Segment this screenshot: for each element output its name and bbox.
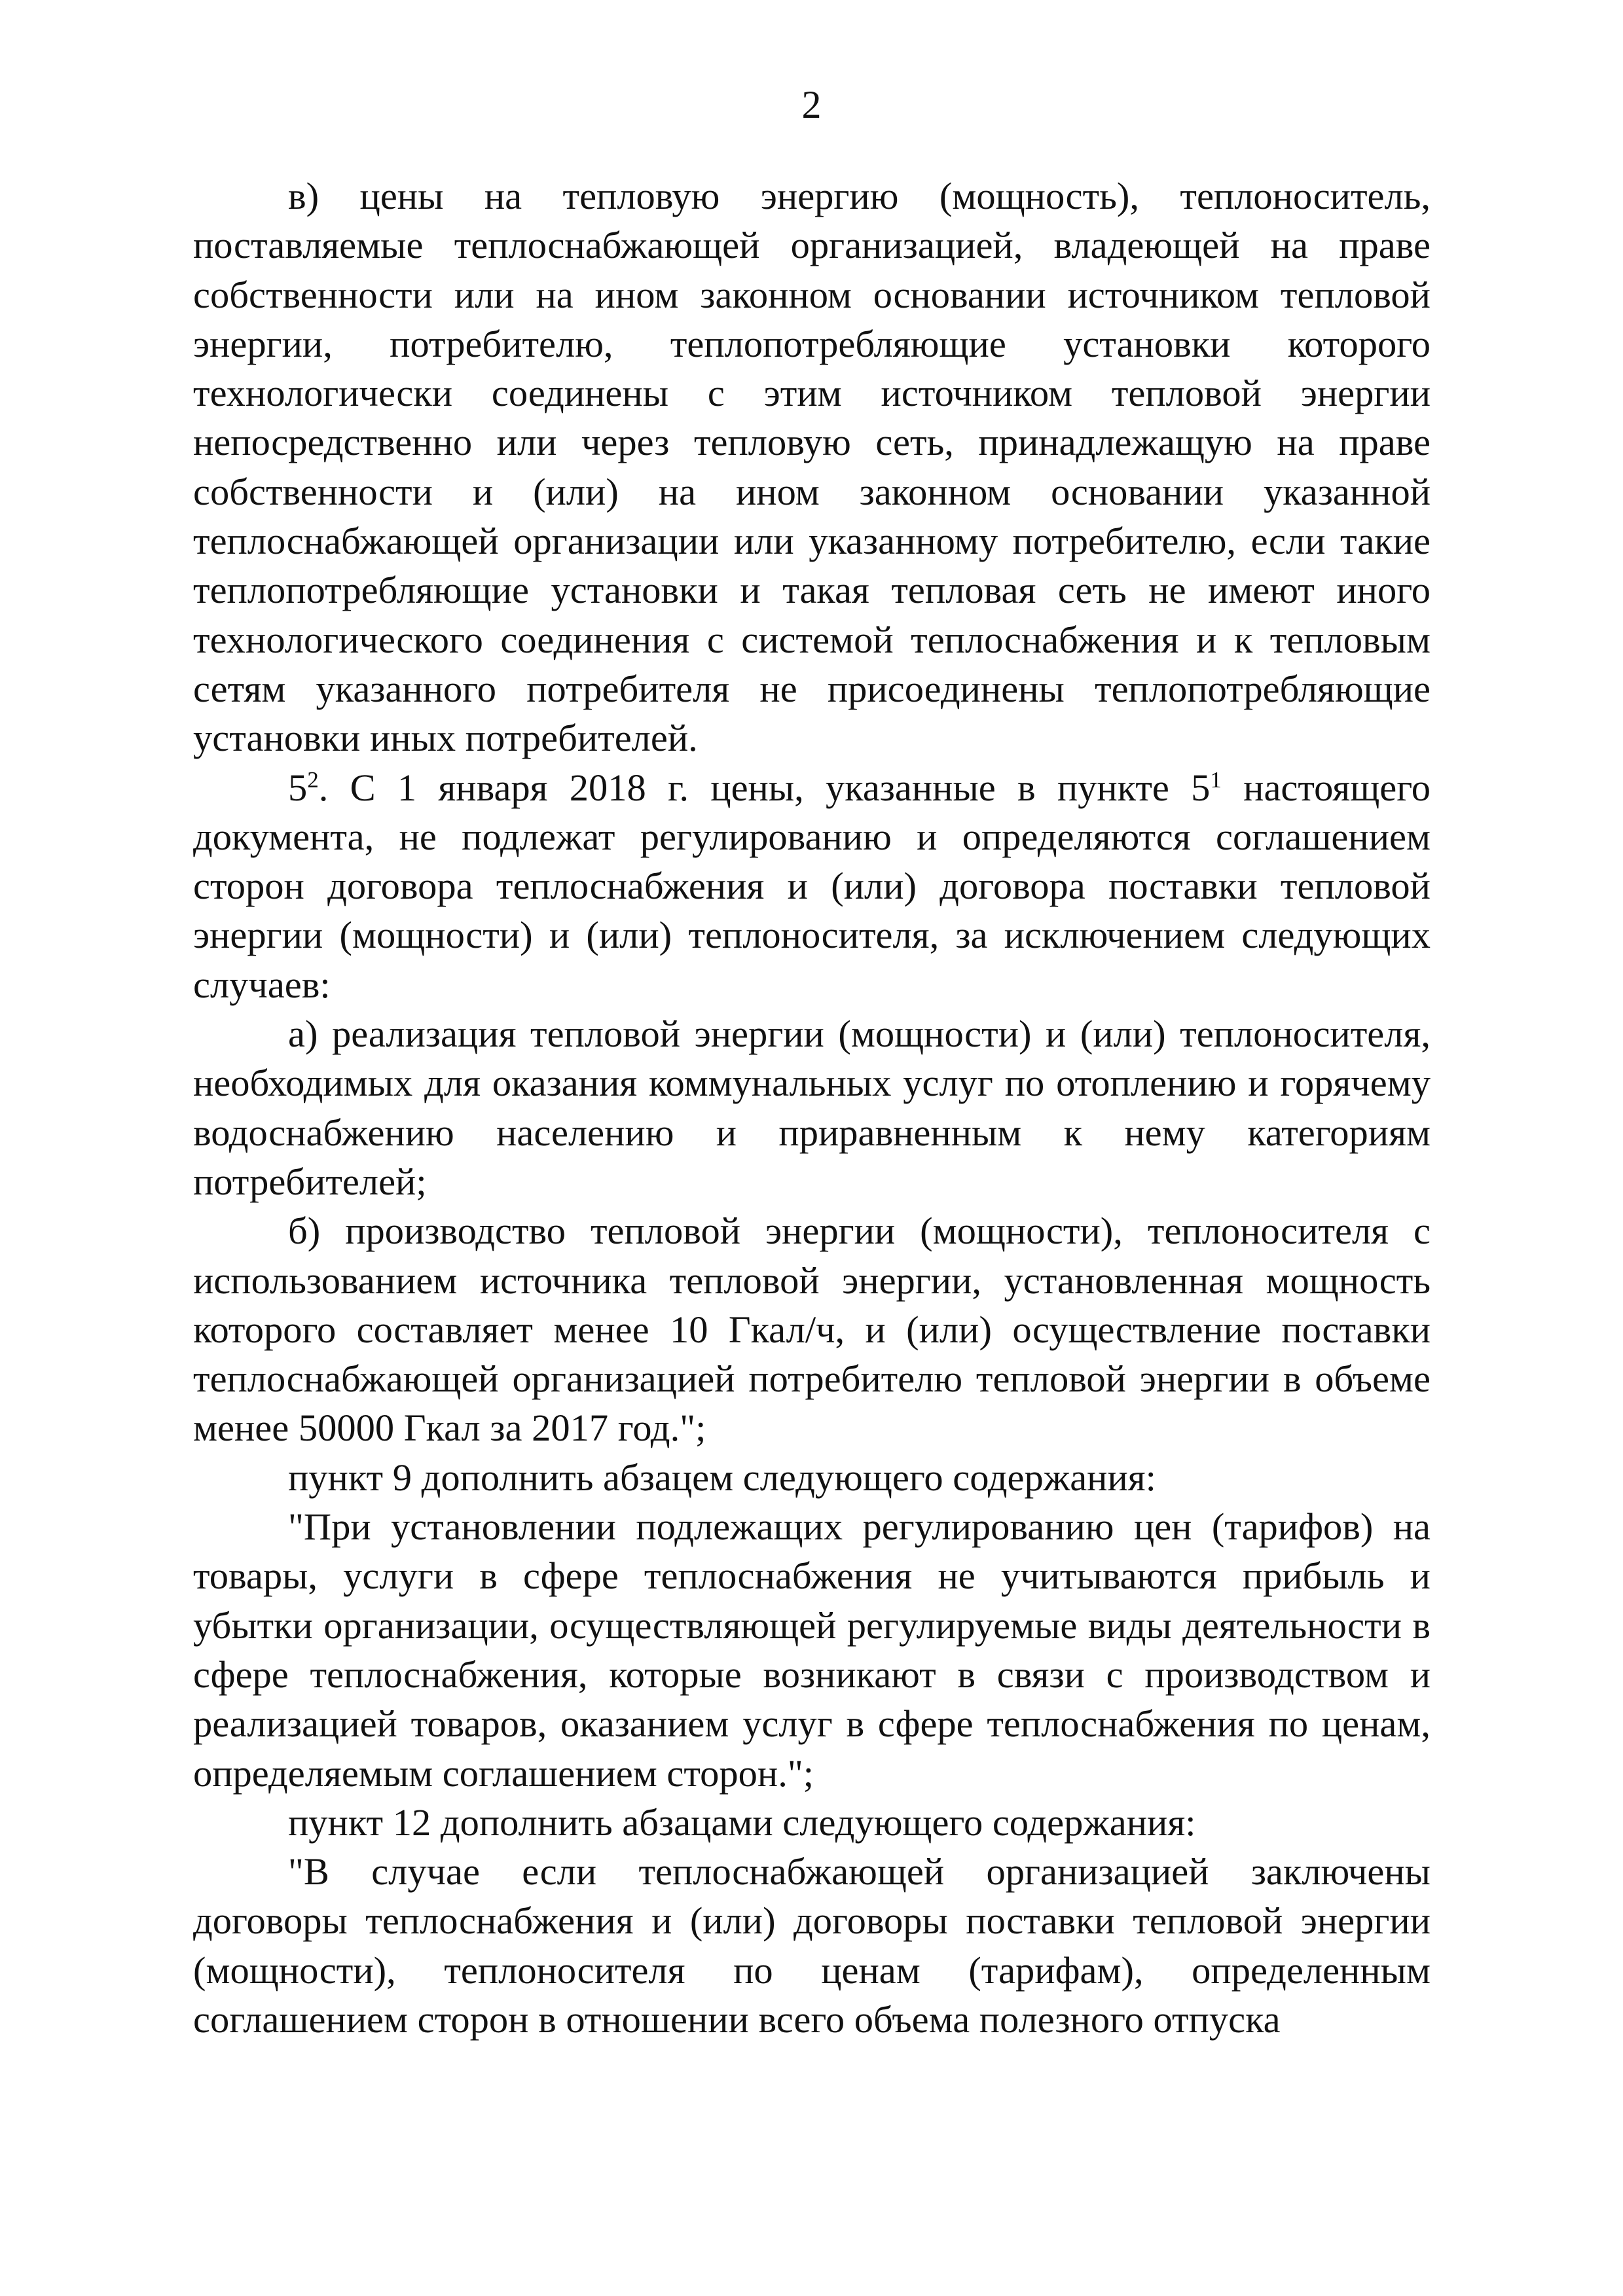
document-body [193,171,1431,2044]
clause-reference-superscript: 1 [1210,767,1222,793]
clause-superscript: 2 [307,767,319,793]
paragraph-amend-12: пункт 12 дополнить абзацами следующего содержания: [288,1801,1196,1844]
clause-text-a: . С 1 января 2018 г. цены, указанные в пункте 5 [318,766,1211,809]
paragraph-quote-12: "В случае если теплоснабжающей организацией заключены договоры теплоснабжения и (или) договоры поставки тепловой энергии (мощности), теплоносителя по ценам (тарифам), определенным соглашением сторон в отношении всего объема полезного отпуска [193,1850,1431,2041]
paragraph-amend-9: пункт 9 дополнить абзацем следующего содержания: [288,1456,1156,1499]
paragraph-5-2 [193,763,1431,1009]
paragraph-v: в) цены на тепловую энергию (мощность), теплоноситель, поставляемые теплоснабжающей организацией, владеющей на праве собственности или на ином законном основании источником тепловой энергии, потребителю, теплопотребляющие установки которого технологически соединены с этим источником тепловой энергии непосредственно или через тепловую сеть, принадлежащую на праве собственности и (или) на ином законном основании указанной теплоснабжающей организации или указанному потребителю, если такие теплопотребляющие установки и такая тепловая сеть не имеют иного технологического соединения с системой теплоснабжения и к тепловым сетям указанного потребителя не присоединены теплопотребляющие установки иных потребителей. [193,175,1431,760]
paragraph-quote-9: "При установлении подлежащих регулированию цен (тарифов) на товары, услуги в сфере теплоснабжения не учитываются прибыль и убытки организации, осуществляющей регулируемые виды деятельности в сфере теплоснабжения, которые возникают в связи с производством и реализацией товаров, оказанием услуг в сфере теплоснабжения по ценам, определяемым соглашением сторон."; [193,1505,1431,1795]
paragraph-b: б) производство тепловой энергии (мощности), теплоносителя с использованием источника тепловой энергии, установленная мощность которого составляет менее 10 Гкал/ч, и (или) осуществление поставки теплоснабжающей организацией потребителю тепловой энергии в объеме менее 50000 Гкал за 2017 год."; [193,1210,1431,1450]
paragraph-a: а) реализация тепловой энергии (мощности) и (или) теплоносителя, необходимых для оказания коммунальных услуг по отоплению и горячему водоснабжению населению и приравненным к нему категориям потребителей; [193,1013,1431,1203]
clause-text-b: настоящего документа, не подлежат регулированию и определяются соглашением сторон договора теплоснабжения и (или) договора поставки тепловой энергии (мощности) и (или) теплоносителя, за исключением следующих случаев: [193,766,1431,1006]
page-number: 2 [801,83,822,126]
clause-number: 5 [288,766,308,809]
